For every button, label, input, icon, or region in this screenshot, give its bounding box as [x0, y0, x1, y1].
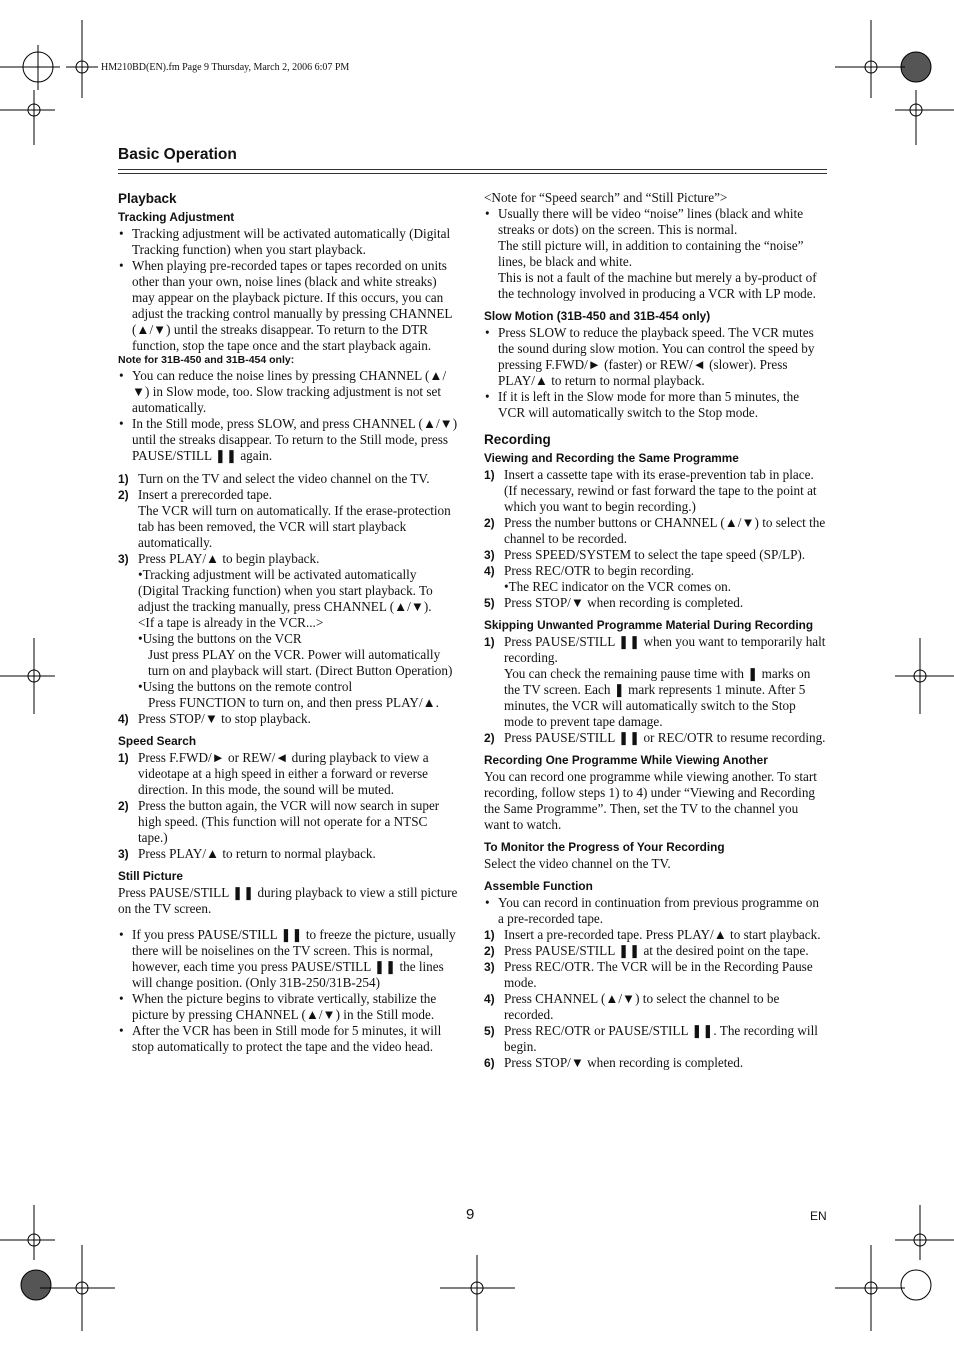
- step-number: 6): [484, 1056, 495, 1070]
- subsection-heading: Skipping Unwanted Programme Material During Recording: [484, 618, 814, 632]
- bullet-item: • In the Still mode, press SLOW, and press CHANNEL (▲/▼) until the streaks disappear. To return to the Still mode, press PAUSE/STILL ❚❚ again.: [118, 416, 460, 464]
- spacer: [484, 302, 827, 309]
- spacer: [118, 917, 460, 927]
- bullet-item: • You can record in continuation from previous programme on a pre-recorded tape.: [484, 895, 827, 927]
- step-number: 3): [118, 847, 129, 861]
- spacer: [118, 464, 460, 471]
- bullet-item: • If you press PAUSE/STILL ❚❚ to freeze the picture, usually there will be noiselines on the TV screen. This is normal, however, each time you press PAUSE/STILL ❚❚ the lines will change position. (Only 31B-250/31B-254): [118, 927, 460, 991]
- numbered-step: [484, 1055, 827, 1071]
- section-heading: Playback: [118, 191, 177, 206]
- spacer: [118, 862, 460, 869]
- language-label: EN: [810, 1209, 827, 1223]
- numbered-step: [484, 927, 827, 943]
- indented-text: The still picture will, in addition to containing the “noise” lines, be black and white.: [498, 238, 804, 269]
- subsection-heading: Tracking Adjustment: [118, 210, 235, 224]
- subsection-heading: Slow Motion (31B-450 and 31B-454 only): [484, 309, 711, 323]
- subsection-heading: To Monitor the Progress of Your Recording: [484, 840, 725, 854]
- step-text: Press the button again, the VCR will now search in super high speed. (This function will not operate for a NTSC tape.): [138, 798, 440, 845]
- step-text: Press REC/OTR or PAUSE/STILL ❚❚. The recording will begin.: [504, 1023, 818, 1054]
- step-number: 3): [118, 552, 129, 566]
- numbered-step: [484, 563, 827, 579]
- step-text: Press REC/OTR to begin recording.: [504, 563, 695, 578]
- header-rule: [118, 173, 827, 174]
- section-heading: Recording: [484, 432, 551, 447]
- numbered-step: [484, 943, 827, 959]
- indented-text: Just press PLAY on the VCR. Power will automatically turn on and playback will start. (Direct Button Operation): [148, 647, 453, 678]
- numbered-step: [118, 711, 460, 727]
- bullet-item: • Usually there will be video “noise” lines (black and white streaks or dots) on the screen. This is normal.: [484, 206, 827, 238]
- step-number: 1): [118, 472, 129, 486]
- subsection-heading: Still Picture: [118, 869, 183, 883]
- step-text: Press PLAY/▲ to return to normal playback.: [138, 846, 376, 861]
- spacer: [484, 872, 827, 879]
- numbered-step: [118, 750, 460, 798]
- step-text: Press the number buttons or CHANNEL (▲/▼) to select the channel to be recorded.: [504, 515, 826, 546]
- step-text: Press F.FWD/► or REW/◄ during playback to view a videotape at a high speed in either a forward or reverse direction. In this mode, the sound will be muted.: [138, 750, 429, 797]
- right-column: [484, 190, 827, 1071]
- step-text: Press PLAY/▲ to begin playback.: [138, 551, 320, 566]
- step-text: Insert a prerecorded tape.: [138, 487, 272, 502]
- bullet-item: • After the VCR has been in Still mode for 5 minutes, it will stop automatically to protect the tape and the video head.: [118, 1023, 460, 1055]
- step-text: Press PAUSE/STILL ❚❚ at the desired point on the tape.: [504, 943, 809, 958]
- step-text: Press PAUSE/STILL ❚❚ when you want to temporarily halt recording.: [504, 634, 826, 665]
- step-number: 1): [484, 468, 495, 482]
- step-number: 2): [484, 731, 495, 745]
- page-number: 9: [466, 1206, 475, 1223]
- step-number: 3): [484, 960, 495, 974]
- subsection-heading: Recording One Programme While Viewing Another: [484, 753, 768, 767]
- step-text: Turn on the TV and select the video channel on the TV.: [138, 471, 430, 486]
- step-number: 1): [484, 635, 495, 649]
- step-text: Insert a cassette tape with its erase-prevention tab in place. (If necessary, rewind or fast forward the tape to the point at which you want to begin recording.): [504, 467, 817, 514]
- indented-text: •Using the buttons on the VCR: [138, 631, 302, 646]
- numbered-step: [484, 595, 827, 611]
- step-number: 4): [118, 712, 129, 726]
- numbered-step: [118, 846, 460, 862]
- subsection-heading: Assemble Function: [484, 879, 593, 893]
- indented-text: •The REC indicator on the VCR comes on.: [504, 579, 732, 594]
- step-number: 1): [484, 928, 495, 942]
- step-number: 2): [118, 488, 129, 502]
- indented-text: <If a tape is already in the VCR...>: [138, 615, 324, 630]
- spacer: [484, 611, 827, 618]
- step-number: 1): [118, 751, 129, 765]
- numbered-step: [484, 634, 827, 666]
- spacer: [484, 833, 827, 840]
- bullet-item: • Press SLOW to reduce the playback speed. The VCR mutes the sound during slow motion. You can control the speed by pressing F.FWD/► (faster) or REW/◄ (slower). Press PLAY/▲ to return to normal playback.: [484, 325, 827, 389]
- file-info: HM210BD(EN).fm Page 9 Thursday, March 2, 2006 6:07 PM: [101, 62, 350, 73]
- spacer: [484, 421, 827, 431]
- subsection-heading: Viewing and Recording the Same Programme: [484, 451, 739, 465]
- step-text: Press PAUSE/STILL ❚❚ or REC/OTR to resume recording.: [504, 730, 826, 745]
- numbered-step: [484, 547, 827, 563]
- paragraph: <Note for “Speed search” and “Still Picture”>: [484, 190, 728, 205]
- numbered-step: [118, 471, 460, 487]
- indented-text: •Using the buttons on the remote control: [138, 679, 353, 694]
- section-title: Basic Operation: [118, 146, 237, 163]
- step-text: Press STOP/▼ when recording is completed.: [504, 1055, 744, 1070]
- numbered-step: [118, 798, 460, 846]
- bullet-item: • If it is left in the Slow mode for more than 5 minutes, the VCR will automatically switch to the Stop mode.: [484, 389, 827, 421]
- step-text: Press STOP/▼ when recording is completed.: [504, 595, 744, 610]
- numbered-step: [484, 991, 827, 1023]
- step-number: 2): [484, 516, 495, 530]
- step-text: Press SPEED/SYSTEM to select the tape speed (SP/LP).: [504, 547, 806, 562]
- spacer: [484, 746, 827, 753]
- numbered-step: [484, 730, 827, 746]
- numbered-step: [118, 551, 460, 567]
- step-number: 3): [484, 548, 495, 562]
- numbered-step: [484, 1023, 827, 1055]
- note-heading: Note for 31B-450 and 31B-454 only:: [118, 354, 295, 366]
- numbered-step: [118, 487, 460, 503]
- paragraph: Press PAUSE/STILL ❚❚ during playback to view a still picture on the TV screen.: [118, 885, 458, 916]
- paragraph: You can record one programme while viewing another. To start recording, follow steps 1) to 4) under “Viewing and Recording the Same Programme”. Then, set the TV to the channel you want to watch.: [484, 769, 817, 832]
- indented-text: You can check the remaining pause time with ❚ marks on the TV screen. Each ❚ mark represents 1 minute. After 5 minutes, the VCR will automatically switch to the Stop mode to prevent tape damage.: [504, 666, 811, 729]
- step-text: Insert a pre-recorded tape. Press PLAY/▲ to start playback.: [504, 927, 821, 942]
- header-rule: [118, 169, 827, 170]
- step-number: 2): [118, 799, 129, 813]
- step-text: Press CHANNEL (▲/▼) to select the channel to be recorded.: [504, 991, 780, 1022]
- numbered-step: [484, 959, 827, 991]
- step-number: 4): [484, 564, 495, 578]
- bullet-item: • You can reduce the noise lines by pressing CHANNEL (▲/▼) in Slow mode, too. Slow tracking adjustment is not set automatically.: [118, 368, 460, 416]
- step-number: 5): [484, 1024, 495, 1038]
- spacer: [118, 727, 460, 734]
- indented-text: Press FUNCTION to turn on, and then press PLAY/▲.: [148, 695, 439, 710]
- numbered-step: [484, 515, 827, 547]
- step-text: Press REC/OTR. The VCR will be in the Recording Pause mode.: [504, 959, 813, 990]
- step-number: 4): [484, 992, 495, 1006]
- indented-text: The VCR will turn on automatically. If the erase-protection tab has been removed, the VCR will start playback automatically.: [138, 503, 451, 550]
- bullet-item: • When the picture begins to vibrate vertically, stabilize the picture by pressing CHANNEL (▲/▼) in the Still mode.: [118, 991, 460, 1023]
- numbered-step: [484, 467, 827, 515]
- bullet-item: • Tracking adjustment will be activated automatically (Digital Tracking function) when you start playback.: [118, 226, 460, 258]
- step-text: Press STOP/▼ to stop playback.: [138, 711, 311, 726]
- bullet-item: • When playing pre-recorded tapes or tapes recorded on units other than your own, noise lines (black and white streaks) may appear on the playback picture. If this occurs, you can adjust the tracking control manually by pressing CHANNEL (▲/▼) until the streaks disappear. To return to the DTR function, stop the tape once and the start playback again.: [118, 258, 460, 354]
- paragraph: Select the video channel on the TV.: [484, 856, 671, 871]
- step-number: 2): [484, 944, 495, 958]
- step-number: 5): [484, 596, 495, 610]
- indented-text: This is not a fault of the machine but merely a by-product of the technology involved in producing a VCR with LP mode.: [498, 270, 817, 301]
- subsection-heading: Speed Search: [118, 734, 197, 748]
- indented-text: •Tracking adjustment will be activated automatically (Digital Tracking function) when you start playback. To adjust the tracking manually, press CHANNEL (▲/▼).: [138, 567, 433, 614]
- left-column: [118, 190, 460, 1055]
